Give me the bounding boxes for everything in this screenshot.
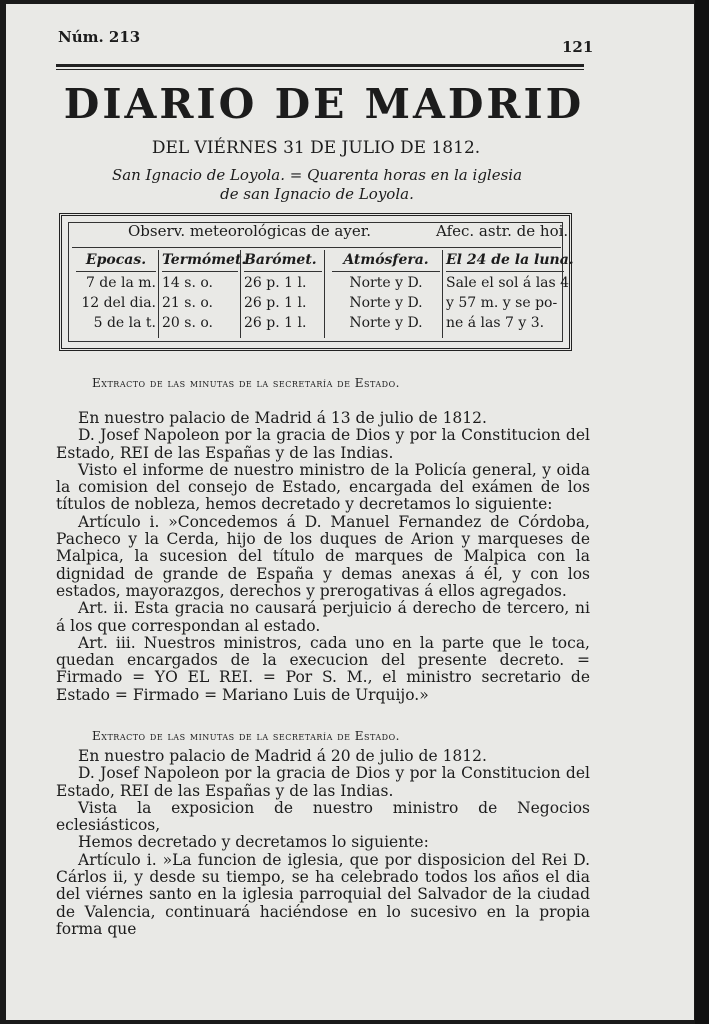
decree-2 <box>56 748 590 938</box>
col-termometro <box>162 250 247 333</box>
col-epocas <box>76 250 156 333</box>
section-title: Extracto de las minutas de la secretaría de Estado. <box>92 376 400 390</box>
weather-table <box>59 213 572 351</box>
decree-paragraph: En nuestro palacio de Madrid á 13 de julio de 1812. <box>78 409 487 427</box>
weather-divider <box>72 247 561 248</box>
decree-paragraph: Art. iii. Nuestros ministros, cada uno en la parte que le toca, quedan encargados de la execucion del presente decreto. = Firmado = YO EL REI. = Por S. M., el ministro secretario de Estado = Firmado = Mariano Luis de Urquijo.» <box>56 633 590 704</box>
decree-paragraph: Hemos decretado y decretamos lo siguiente: <box>78 833 429 852</box>
epoca-cell: 7 de la m. <box>85 275 156 291</box>
col-luna <box>446 250 574 333</box>
atmo-cell: Norte y D. <box>349 315 423 331</box>
weather-heading: Observ. meteorológicas de ayer. <box>128 222 371 240</box>
baro-cell: 26 p. 1 l. <box>244 275 307 291</box>
astro-heading: Afec. astr. de hoi. <box>436 222 569 240</box>
termo-cell: 14 s. o. <box>162 275 213 291</box>
col-atmosfera <box>332 250 440 333</box>
masthead-title: DIARIO DE MADRID <box>63 80 585 128</box>
col-separator <box>324 250 325 338</box>
page-edge <box>695 0 709 1024</box>
baro-cell: 26 p. 1 l. <box>244 295 307 311</box>
decree-paragraph: D. Josef Napoleon por la gracia de Dios y por la Constitucion del Estado, REI de las Españas y de las Indias. <box>56 426 590 462</box>
decree-paragraph: Artículo i. »Concedemos á D. Manuel Fernandez de Córdoba, Pacheco y la Cerda, hijo de los duques de Arion y marqueses de Malpica, la sucesion del título de marques de Malpica con la dignidad de grande de España y demas anexas á él, y con los estados, mayorazgos, derechos y prerogativas á ellos agregados. <box>56 512 590 600</box>
termo-cell: 21 s. o. <box>162 295 213 311</box>
dateline: DEL VIÉRNES 31 DE JULIO DE 1812. <box>151 138 481 158</box>
atmo-cell: Norte y D. <box>349 295 423 311</box>
decree-paragraph: Vista la exposicion de nuestro ministro de Negocios eclesiásticos, <box>56 798 590 835</box>
astro-line: ne á las 7 y 3. <box>446 315 545 331</box>
col-atmosfera-header: Atmósfera. <box>332 250 440 272</box>
col-termometro-header: Termómet. <box>162 250 238 272</box>
epoca-cell: 12 del dia. <box>81 295 156 311</box>
baro-cell: 26 p. 1 l. <box>244 315 307 331</box>
col-luna-header: El 24 de la luna. <box>446 250 564 272</box>
section-title: Extracto de las minutas de la secretaría de Estado. <box>92 729 400 743</box>
atmo-cell: Norte y D. <box>349 275 423 291</box>
col-epocas-header: Epocas. <box>76 250 156 272</box>
epoca-cell: 5 de la t. <box>93 315 156 331</box>
decree-paragraph: Artículo i. »La funcion de iglesia, que por disposicion del Rei D. Cárlos ii, y desde su tiempo, se ha celebrado todos los años el dia del viérnes santo en la iglesia parroquial del Salvador de la ciudad de Valencia, continuará haciéndose en lo sucesivo en la propia forma que <box>56 850 590 938</box>
header-rule <box>56 64 584 70</box>
col-separator <box>240 250 241 338</box>
decree-paragraph: En nuestro palacio de Madrid á 20 de julio de 1812. <box>78 747 487 765</box>
col-separator <box>158 250 159 338</box>
col-barometro-header: Barómet. <box>244 250 322 272</box>
decree-paragraph: Visto el informe de nuestro ministro de la Policía general, y oida la comision del consejo de Estado, encargada del exámen de los títulos de nobleza, hemos decretado y decretamos lo siguiente: <box>56 460 590 514</box>
decree-paragraph: Art. ii. Esta gracia no causará perjuicio á derecho de tercero, ni á los que correspondan al estado. <box>56 599 590 635</box>
termo-cell: 20 s. o. <box>162 315 213 331</box>
saint-of-day <box>102 166 532 204</box>
decree-paragraph: D. Josef Napoleon por la gracia de Dios y por la Constitucion del Estado, REI de las Españas y de las Indias. <box>56 764 590 800</box>
page-number: 121 <box>562 38 594 56</box>
decree-1 <box>56 410 590 704</box>
issue-number: Núm. 213 <box>58 28 141 46</box>
saint-line-2: de san Ignacio de Loyola. <box>220 185 414 203</box>
col-separator <box>442 250 443 338</box>
astro-line: Sale el sol á las 4 <box>446 275 570 291</box>
col-barometro <box>244 250 322 333</box>
astro-line: y 57 m. y se po- <box>446 295 558 311</box>
saint-line-1: San Ignacio de Loyola. = Quarenta horas en la iglesia <box>111 166 523 184</box>
newspaper-page <box>6 4 694 1020</box>
